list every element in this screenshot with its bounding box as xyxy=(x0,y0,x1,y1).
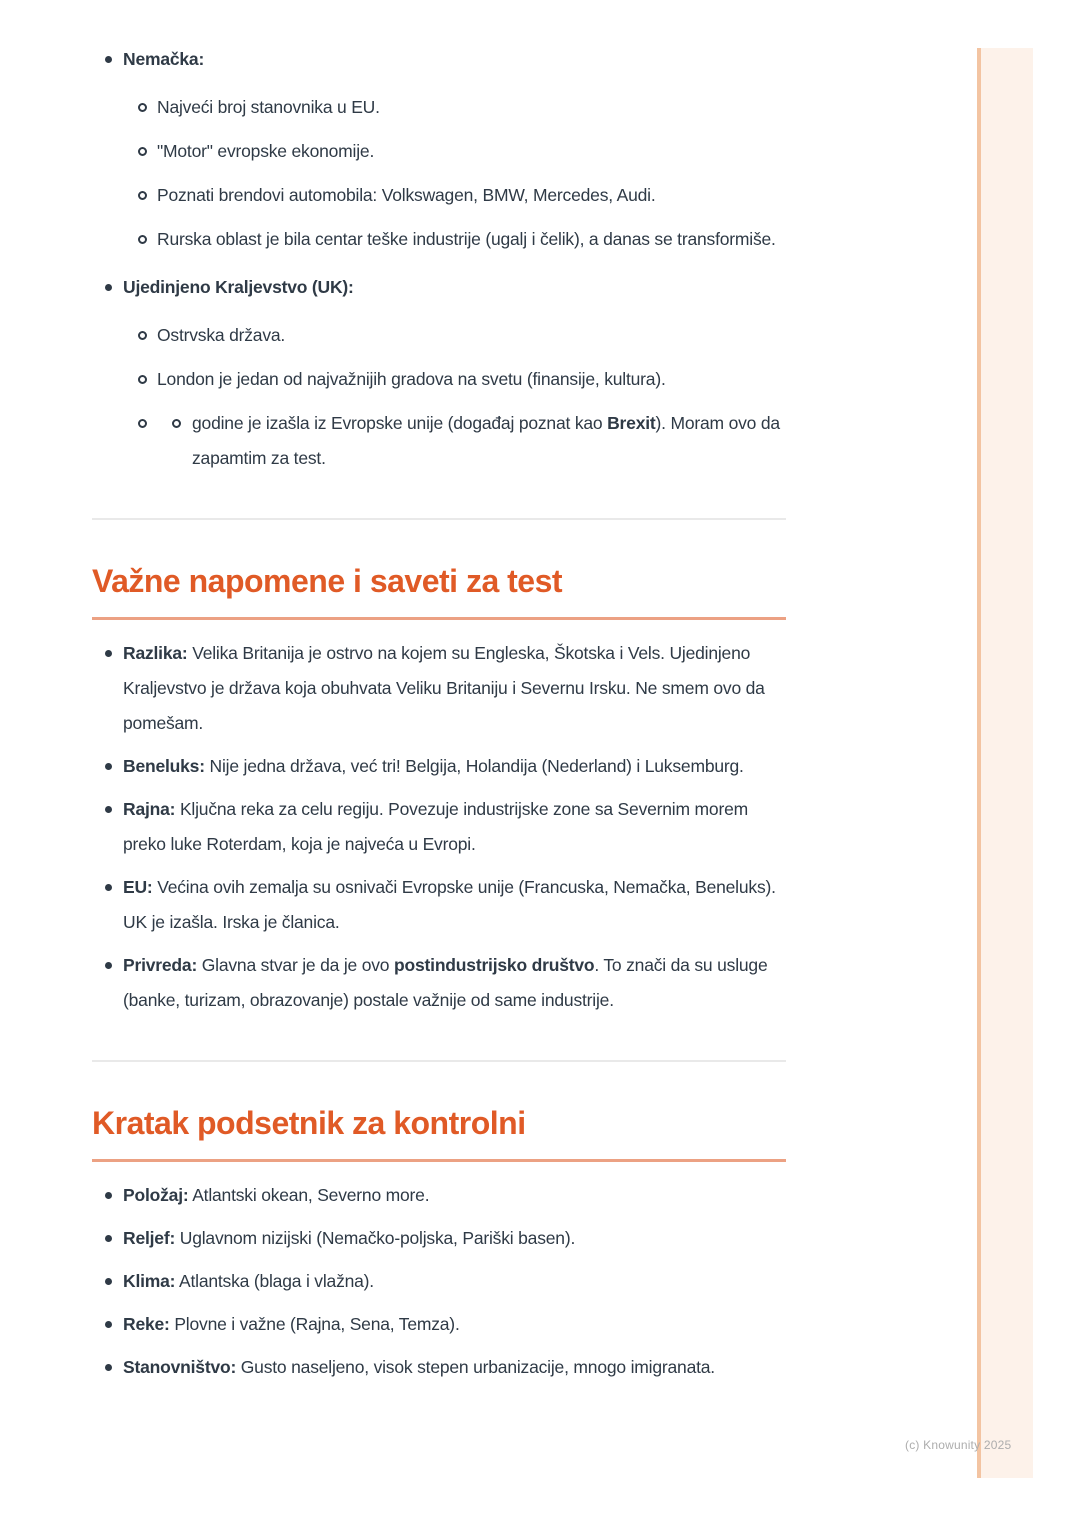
bullet-text: Ključna reka za celu regiju. Povezuje industrijske zone sa Severnim morem preko luke Roterdam, koja je najveća u Evropi. xyxy=(123,799,748,854)
solid-bullet-icon xyxy=(105,650,112,657)
list-item-text: ). Moram ovo da zapamtim za test. xyxy=(192,413,780,468)
list-item-germany xyxy=(92,42,786,257)
circle-bullet-icon xyxy=(138,419,147,428)
list-item-text: godine je izašla iz Evropske unije (događaj poznat kao xyxy=(192,413,608,433)
watermark-text: (c) Knowunity 2025 xyxy=(905,1438,1012,1452)
solid-bullet-icon xyxy=(105,1321,112,1328)
bullet-list xyxy=(92,1178,786,1385)
list-item xyxy=(92,222,786,257)
bullet-text: Uglavnom nizijski (Nemačko-poljska, Pariški basen). xyxy=(175,1228,576,1248)
list-item xyxy=(92,1350,786,1385)
list-item-label: Ujedinjeno Kraljevstvo (UK): xyxy=(123,277,354,297)
list-item xyxy=(92,362,786,397)
heading-underline xyxy=(92,1159,786,1162)
solid-bullet-icon xyxy=(105,763,112,770)
bullet-lead: Reljef: xyxy=(123,1228,176,1248)
bold-term: Brexit xyxy=(607,413,656,433)
bullet-text: Atlantska (blaga i vlažna). xyxy=(175,1271,374,1291)
document-body xyxy=(92,42,786,1385)
list-item-text: London je jedan od najvažnijih gradova na svetu (finansije, kultura). xyxy=(157,369,666,389)
sublist xyxy=(92,318,786,476)
bullet-text: Nije jedna država, već tri! Belgija, Holandija (Nederland) i Luksemburg. xyxy=(204,756,744,776)
bullet-lead: Stanovništvo: xyxy=(123,1357,237,1377)
bullet-text: Gusto naseljeno, visok stepen urbanizacije, mnogo imigranata. xyxy=(236,1357,715,1377)
list-item xyxy=(92,749,786,784)
sublist xyxy=(92,90,786,257)
bullet-text: Velika Britanija je ostrvo na kojem su Engleska, Škotska i Vels. Ujedinjeno Kraljevstvo je država koja obuhvata Veliku Britaniju i Severnu Irsku. Ne smem ovo da pomešam. xyxy=(123,643,765,733)
section-notes-and-tips xyxy=(92,560,786,1018)
circle-bullet-icon xyxy=(138,235,147,244)
list-item-text: Ostrvska država. xyxy=(157,325,286,345)
solid-bullet-icon xyxy=(105,284,112,291)
bullet-lead: Beneluks: xyxy=(123,756,205,776)
solid-bullet-icon xyxy=(105,1364,112,1371)
solid-bullet-icon xyxy=(105,806,112,813)
bullet-lead: Privreda: xyxy=(123,955,198,975)
solid-bullet-icon xyxy=(105,56,112,63)
circle-bullet-icon xyxy=(138,147,147,156)
section-quick-reminder xyxy=(92,1102,786,1385)
list-item xyxy=(92,318,786,353)
bold-term: postindustrijsko društvo xyxy=(394,955,595,975)
bullet-lead: Rajna: xyxy=(123,799,176,819)
section-divider xyxy=(92,518,786,520)
page-margin-stripe xyxy=(977,48,1033,1478)
bullet-text: Glavna stvar je da je ovo xyxy=(197,955,395,975)
bullet-text: Atlantski okean, Severno more. xyxy=(188,1185,430,1205)
list-item xyxy=(92,178,786,213)
bullet-text: Plovne i važne (Rajna, Sena, Temza). xyxy=(169,1314,460,1334)
section-divider xyxy=(92,1060,786,1062)
list-item-united-kingdom xyxy=(92,270,786,476)
list-item xyxy=(92,90,786,125)
list-item-text: Poznati brendovi automobila: Volkswagen, BMW, Mercedes, Audi. xyxy=(157,185,656,205)
list-item-text: Rurska oblast je bila centar teške industrije (ugalj i čelik), a danas se transformiše. xyxy=(157,229,776,249)
circle-bullet-icon xyxy=(138,191,147,200)
list-item xyxy=(92,134,786,169)
bullet-lead: Položaj: xyxy=(123,1185,189,1205)
bullet-text: . To znači da su usluge (banke, turizam, obrazovanje) postale važnije od same industrije. xyxy=(123,955,768,1010)
circle-bullet-icon xyxy=(138,375,147,384)
bullet-text: Većina ovih zemalja su osnivači Evropske unije (Francuska, Nemačka, Beneluks). UK je izašla. Irska je članica. xyxy=(123,877,776,932)
country-notes-list xyxy=(92,42,786,476)
list-item xyxy=(92,792,786,862)
solid-bullet-icon xyxy=(105,884,112,891)
list-item-brexit xyxy=(92,406,786,476)
solid-bullet-icon xyxy=(105,1235,112,1242)
bullet-lead: EU: xyxy=(123,877,153,897)
list-item xyxy=(92,636,786,741)
solid-bullet-icon xyxy=(105,1278,112,1285)
solid-bullet-icon xyxy=(105,1192,112,1199)
section-heading: Kratak podsetnik za kontrolni xyxy=(92,1105,526,1141)
circle-bullet-icon xyxy=(138,331,147,340)
list-item xyxy=(92,1178,786,1213)
list-item xyxy=(92,948,786,1018)
list-item xyxy=(92,1221,786,1256)
circle-bullet-icon xyxy=(172,419,181,428)
list-item xyxy=(92,870,786,940)
list-item-text: Najveći broj stanovnika u EU. xyxy=(157,97,380,117)
bullet-list xyxy=(92,636,786,1018)
bullet-lead: Reke: xyxy=(123,1314,170,1334)
bullet-lead: Razlika: xyxy=(123,643,188,663)
section-heading: Važne napomene i saveti za test xyxy=(92,563,563,599)
circle-bullet-icon xyxy=(138,103,147,112)
solid-bullet-icon xyxy=(105,962,112,969)
bullet-lead: Klima: xyxy=(123,1271,176,1291)
list-item-text: "Motor" evropske ekonomije. xyxy=(157,141,375,161)
list-item xyxy=(92,1307,786,1342)
list-item xyxy=(92,1264,786,1299)
heading-underline xyxy=(92,617,786,620)
list-item-label: Nemačka: xyxy=(123,49,205,69)
